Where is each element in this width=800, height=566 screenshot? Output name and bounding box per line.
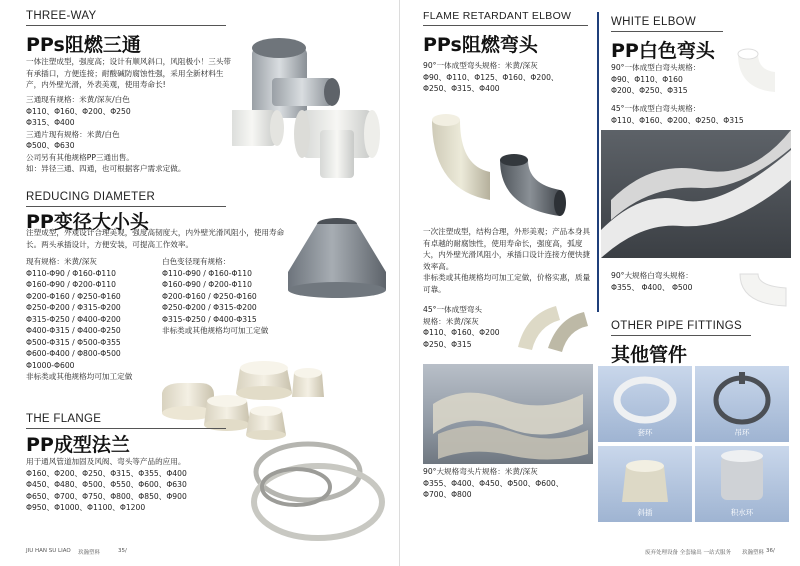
flange-specs: 用于通风管道加固及风阀、弯头等产品的应用。 Φ160、Φ200、Φ250、Φ315、Φ355、Φ400 Φ450、Φ480、Φ500、Φ550、Φ600、Φ630 Φ650、Φ700、Φ750、Φ800、Φ850、Φ900 Φ950、Φ1000、Φ1100、Φ1200	[26, 457, 187, 512]
tile-oblique-insert	[598, 446, 692, 522]
elbow-title-en: FLAME RETARDANT ELBOW	[423, 10, 572, 22]
white-elbow-underline	[611, 31, 723, 32]
large-elbow-segments-icon	[423, 364, 593, 464]
three-way-specs: 三通现有规格：米黄/深灰/白色 Φ110、Φ160、Φ200、Φ250 Φ315、Φ400 三通片现有规格：米黄/白色 Φ500、Φ630 公司另有其他规格PP三通出售。 如：异径三通、四通，也可根据客户需求定做。	[26, 95, 186, 173]
elbow-title-cn: PPs阻燃弯头	[423, 34, 538, 56]
white-elbow-segments-photo	[601, 130, 791, 258]
footer-right-page: 36/	[766, 548, 775, 554]
footer-left-page: 35/	[118, 548, 127, 554]
elbow-45-image	[508, 292, 594, 354]
footer-left-brand: 玖瀚塑料	[78, 550, 101, 556]
flange-title-cn: PP成型法兰	[26, 434, 130, 456]
white-tee-small-icon	[232, 110, 284, 146]
elbow-specs-45: 45°一体成型弯头 规格：米黄/深灰 Φ110、Φ160、Φ200 Φ250、Φ315	[423, 305, 500, 349]
large-elbow-photo	[423, 364, 593, 464]
reducer-title-en: REDUCING DIAMETER	[26, 191, 156, 203]
reducer-specs-color: 现有规格：米黄/深灰 Φ110-Φ90 / Φ160-Φ110 Φ160-Φ90 / Φ200-Φ110 Φ200-Φ160 / Φ250-Φ160 Φ250-Φ200 / Φ315-Φ200 Φ315-Φ250 / Φ400-Φ200 Φ400-Φ315 / Φ400-Φ250 Φ500-Φ315 / Φ500-Φ355 Φ600-Φ400 / Φ800-Φ500 Φ1000-Φ600 非标类或其他规格均可加工定做	[26, 257, 133, 381]
footer-right-slogan: 废弃处理设备 全套输出 一站式服务	[645, 550, 731, 556]
footer-left-company: JIU HAN SU LIAO	[26, 548, 71, 554]
tile-label-drain: 积水环	[730, 508, 754, 517]
three-way-title-en: THREE-WAY	[26, 10, 97, 22]
white-elbow-title-cn: PP白色弯头	[611, 40, 715, 62]
grey-tee-icon	[252, 38, 340, 118]
reducer-title-cn: PP变径大小头	[26, 211, 149, 233]
flame-elbows-image	[420, 100, 600, 226]
three-way-description: 一体注塑成型，强度高；设计有顺风斜口，风阻极小！三头带有承插口，方便连接；耐酸碱防腐蚀性强，采用全新材料生产，内外壁光滑，外表美观，使用寿命长!	[26, 57, 232, 89]
three-way-image	[232, 30, 392, 180]
reducer-description: 注塑成型，外观设计合理美观，强度高韧度大，内外壁光滑风阻小，使用寿命长。两头承插设计，方便安装，可提高工作效率。	[26, 228, 285, 249]
other-title-en: OTHER PIPE FITTINGS	[611, 320, 742, 332]
white-elbow-image	[730, 34, 790, 94]
elbow-underline	[423, 25, 588, 26]
flange-rings-image	[236, 432, 396, 544]
tile-sleeve-ring	[598, 366, 692, 442]
three-way-title-cn: PPs阻燃三通	[26, 34, 141, 56]
grey-reducer-image	[280, 210, 395, 300]
flange-title-en: THE FLANGE	[26, 413, 102, 425]
white-elbow-specs-90: 90°一体成型白弯头规格： Φ90、Φ110、Φ160 Φ200、Φ250、Φ315	[611, 63, 701, 95]
tile-drain-ring	[695, 446, 789, 522]
white-elbow-segments-icon	[601, 130, 791, 258]
white-reducers-image	[152, 353, 327, 443]
tile-label-hanging: 吊环	[734, 428, 750, 437]
white-elbow-title-en: WHITE ELBOW	[611, 16, 697, 28]
tile-label-oblique: 斜插	[637, 508, 653, 517]
tile-label-sleeve: 套环	[637, 428, 653, 437]
three-way-underline	[26, 25, 226, 26]
white-elbow-box-line	[597, 12, 599, 312]
elbow-description: 一次注塑成型，结构合理，外形美观；产品本身具有卓越的耐腐蚀性，使用寿命长，强度高，弧度大，内外壁光滑风阻小，承插口设计连接方便快捷效率高。 非标类或其他规格均可加工定做，价格实惠，质量可靠。	[423, 227, 591, 294]
elbow-specs-90: 90°一体成型弯头规格：米黄/深灰 Φ90、Φ110、Φ125、Φ160、Φ200、 Φ250、Φ315、Φ400	[423, 61, 559, 93]
reducer-specs-white: 白色变径现有规格： Φ110-Φ90 / Φ160-Φ110 Φ160-Φ90 / Φ200-Φ110 Φ200-Φ160 / Φ250-Φ160 Φ250-Φ200 / Φ315-Φ200 Φ315-Φ250 / Φ400-Φ315 非标类或其他规格均可加工定做	[162, 257, 269, 335]
white-big-elbow-image	[736, 264, 792, 308]
footer-right-brand: 玖瀚塑料	[742, 550, 765, 556]
white-tee-large-icon	[294, 110, 380, 178]
other-title-cn: 其他管件	[611, 344, 688, 366]
tile-hanging-ring	[695, 366, 789, 442]
flange-underline	[26, 428, 226, 429]
page-divider	[399, 0, 400, 566]
elbow-specs-large: 90°大规格弯头片规格：米黄/深灰 Φ355、Φ400、Φ450、Φ500、Φ600、 Φ700、Φ800	[423, 467, 564, 499]
white-elbow-specs-45: 45°一体成型白弯头规格： Φ110、Φ160、Φ200、Φ250、Φ315	[611, 104, 744, 125]
other-underline	[611, 335, 751, 336]
white-elbow-specs-large: 90°大规格白弯头规格： Φ355、 Φ400、 Φ500	[611, 271, 693, 292]
